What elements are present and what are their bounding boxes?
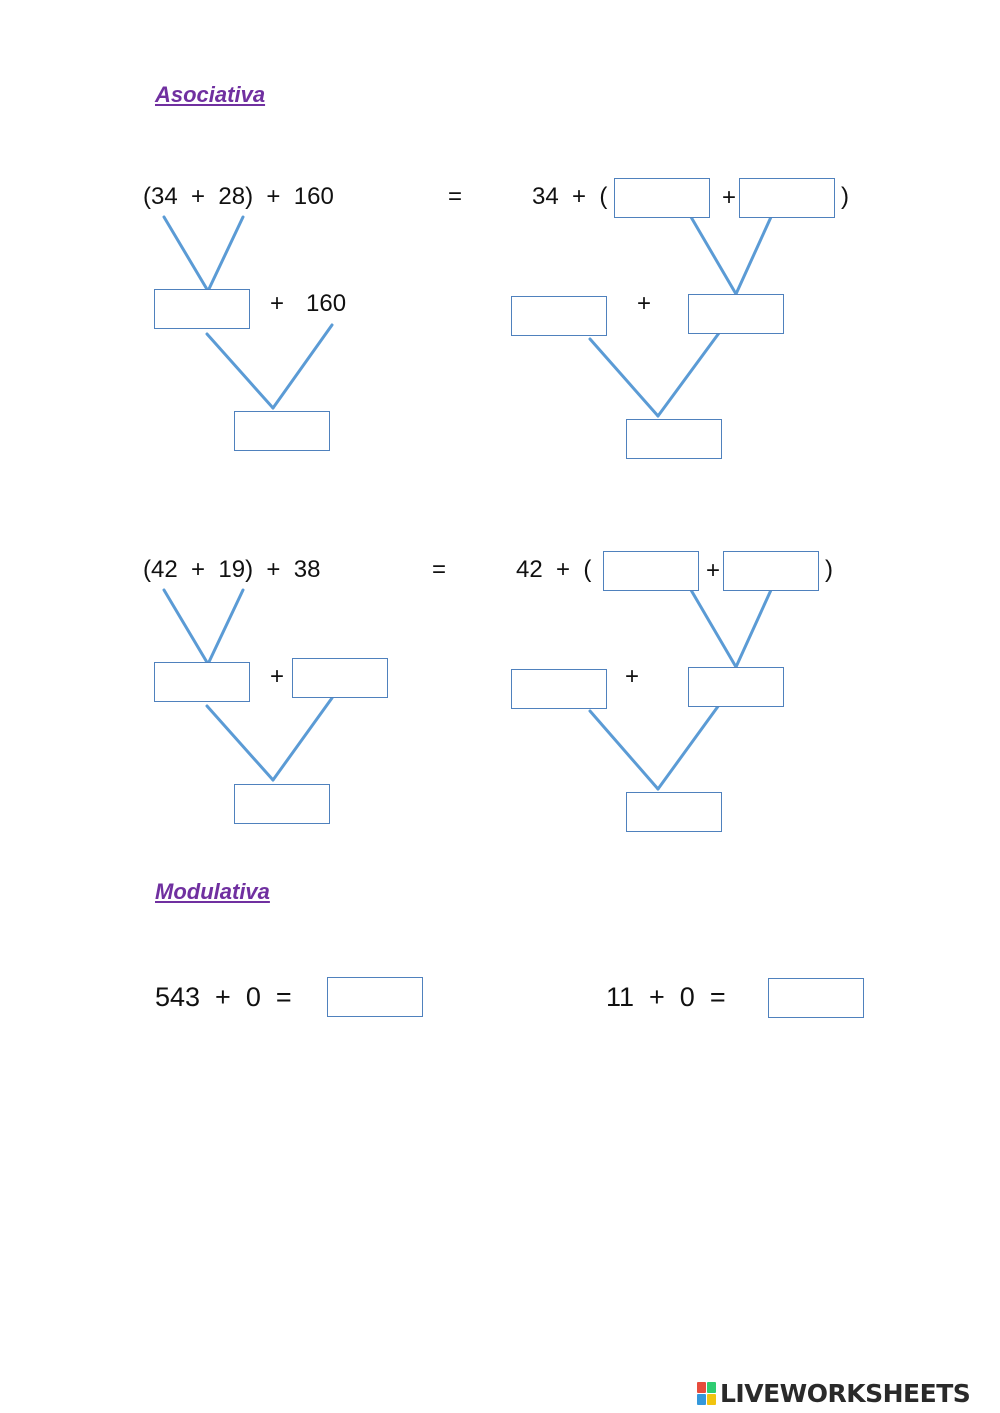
p1-close-paren: ) (841, 183, 849, 210)
mod-answer-box-2[interactable] (768, 978, 864, 1018)
logo-squares-icon (697, 1382, 716, 1405)
connector-line (691, 590, 736, 667)
connector-line (273, 698, 332, 780)
p2-left-expression: (42 + 19) + 38 (143, 556, 321, 583)
p1-right-step-plus: + (637, 290, 652, 317)
p2-inner-box-1[interactable] (603, 551, 699, 591)
p2-right-step-plus: + (625, 663, 640, 690)
p1-right-prefix: 34 + ( (532, 183, 608, 210)
connector-line (164, 217, 208, 291)
mod-expression-1: 543 + 0 = (155, 982, 292, 1012)
p2-right-sum-box[interactable] (688, 667, 784, 707)
p2-right-result-box[interactable] (626, 792, 722, 832)
connector-line (590, 711, 658, 789)
p1-right-first-box[interactable] (511, 296, 607, 336)
p2-left-result-box[interactable] (234, 784, 330, 824)
p2-right-prefix: 42 + ( (516, 556, 592, 583)
p1-inner-box-1[interactable] (614, 178, 710, 218)
p2-step-plus: + (270, 663, 285, 690)
connector-line (658, 333, 719, 416)
p2-equals: = (432, 556, 447, 583)
p1-inner-plus: + (722, 184, 737, 211)
connector-line (208, 217, 243, 291)
p2-right-first-box[interactable] (511, 669, 607, 709)
connector-line (273, 325, 332, 408)
connector-line (208, 590, 243, 664)
p1-right-sum-box[interactable] (688, 294, 784, 334)
connector-line (691, 217, 736, 294)
associative-heading: Asociativa (155, 82, 266, 107)
connector-line (736, 590, 771, 667)
p1-left-expression: (34 + 28) + 160 (143, 183, 334, 210)
connector-line (207, 706, 273, 780)
p2-close-paren: ) (825, 556, 833, 583)
liveworksheets-logo (697, 1378, 970, 1408)
p1-step-value: 160 (306, 290, 347, 317)
modulative-heading: Modulativa (155, 879, 270, 904)
p2-inner-plus: + (706, 557, 721, 584)
logo-text: LIVEWORKSHEETS (720, 1378, 971, 1408)
p2-left-second-box[interactable] (292, 658, 388, 698)
p1-left-result-box[interactable] (234, 411, 330, 451)
logo-square (697, 1394, 706, 1405)
connector-line (736, 217, 771, 294)
logo-square (707, 1382, 716, 1393)
connector-line (164, 590, 208, 664)
logo-square (697, 1382, 706, 1393)
connector-line (658, 705, 719, 789)
p1-left-sum-box[interactable] (154, 289, 250, 329)
p1-right-result-box[interactable] (626, 419, 722, 459)
p1-equals: = (448, 183, 463, 210)
p1-inner-box-2[interactable] (739, 178, 835, 218)
mod-answer-box-1[interactable] (327, 977, 423, 1017)
p2-left-sum-box[interactable] (154, 662, 250, 702)
connector-line (207, 334, 273, 408)
mod-expression-2: 11 + 0 = (606, 982, 726, 1012)
p1-step-plus: + (270, 290, 285, 317)
logo-square (707, 1394, 716, 1405)
p2-inner-box-2[interactable] (723, 551, 819, 591)
connector-line (590, 339, 658, 416)
